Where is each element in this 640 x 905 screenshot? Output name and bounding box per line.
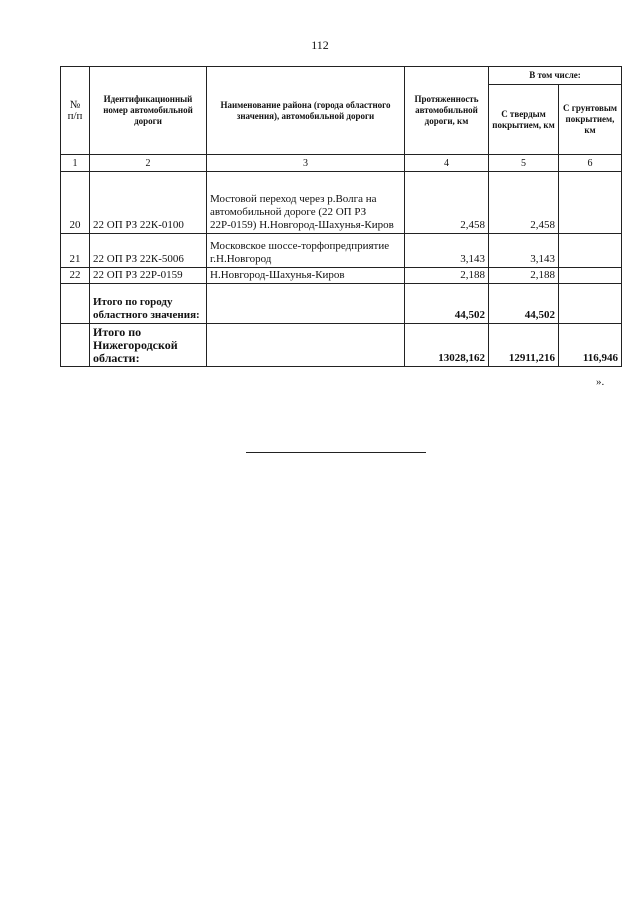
header-length: Протяженность автомобильной дороги, км <box>405 67 489 155</box>
header-soil-surface: С грунтовым покрытием, км <box>559 85 622 155</box>
total-row <box>61 324 622 367</box>
header-number: № п/п <box>61 67 90 155</box>
header-group-including: В том числе: <box>489 67 622 85</box>
table-row <box>61 268 622 284</box>
total-length: 13028,162 <box>405 324 489 367</box>
road-name: Н.Новгород-Шахунья-Киров <box>207 268 405 284</box>
road-hard-length: 2,188 <box>489 268 559 284</box>
header-road-id: Идентификационный номер автомобильной дороги <box>90 67 207 155</box>
column-number: 4 <box>405 155 489 172</box>
road-length: 2,458 <box>405 172 489 234</box>
column-number: 5 <box>489 155 559 172</box>
header-hard-surface: С твердым покрытием, км <box>489 85 559 155</box>
divider-line <box>246 452 426 453</box>
road-soil-length <box>559 268 622 284</box>
row-number: 21 <box>61 234 90 268</box>
column-number: 3 <box>207 155 405 172</box>
road-length: 3,143 <box>405 234 489 268</box>
subtotal-label: Итого по городу областного значения: <box>90 284 207 324</box>
subtotal-length: 44,502 <box>405 284 489 324</box>
roads-table <box>60 66 622 367</box>
column-number: 1 <box>61 155 90 172</box>
road-soil-length <box>559 172 622 234</box>
closing-quote-mark: ». <box>596 376 605 388</box>
column-number: 2 <box>90 155 207 172</box>
subtotal-hard-length: 44,502 <box>489 284 559 324</box>
header-road-name: Наименование района (города областного значения), автомобильной дороги <box>207 67 405 155</box>
table-row <box>61 234 622 268</box>
road-id: 22 ОП РЗ 22Р-0159 <box>90 268 207 284</box>
column-number: 6 <box>559 155 622 172</box>
row-number: 22 <box>61 268 90 284</box>
road-soil-length <box>559 234 622 268</box>
road-hard-length: 2,458 <box>489 172 559 234</box>
subtotal-soil-length <box>559 284 622 324</box>
page-number: 112 <box>311 38 329 52</box>
road-hard-length: 3,143 <box>489 234 559 268</box>
row-number: 20 <box>61 172 90 234</box>
total-soil-length: 116,946 <box>559 324 622 367</box>
empty-cell <box>207 284 405 324</box>
road-name: Московское шоссе-торфопредприятие г.Н.Новгород <box>207 234 405 268</box>
road-id: 22 ОП РЗ 22К-0100 <box>90 172 207 234</box>
empty-cell <box>207 324 405 367</box>
road-name: Мостовой переход через р.Волга на автомобильной дороге (22 ОП РЗ 22Р-0159) Н.Новгород-Шахунья-Киров <box>207 172 405 234</box>
empty-cell <box>61 324 90 367</box>
road-id: 22 ОП РЗ 22К-5006 <box>90 234 207 268</box>
subtotal-row <box>61 284 622 324</box>
table-row <box>61 172 622 234</box>
road-length: 2,188 <box>405 268 489 284</box>
column-numbers-row <box>61 155 622 172</box>
total-hard-length: 12911,216 <box>489 324 559 367</box>
total-label: Итого по Нижегородской области: <box>90 324 207 367</box>
empty-cell <box>61 284 90 324</box>
